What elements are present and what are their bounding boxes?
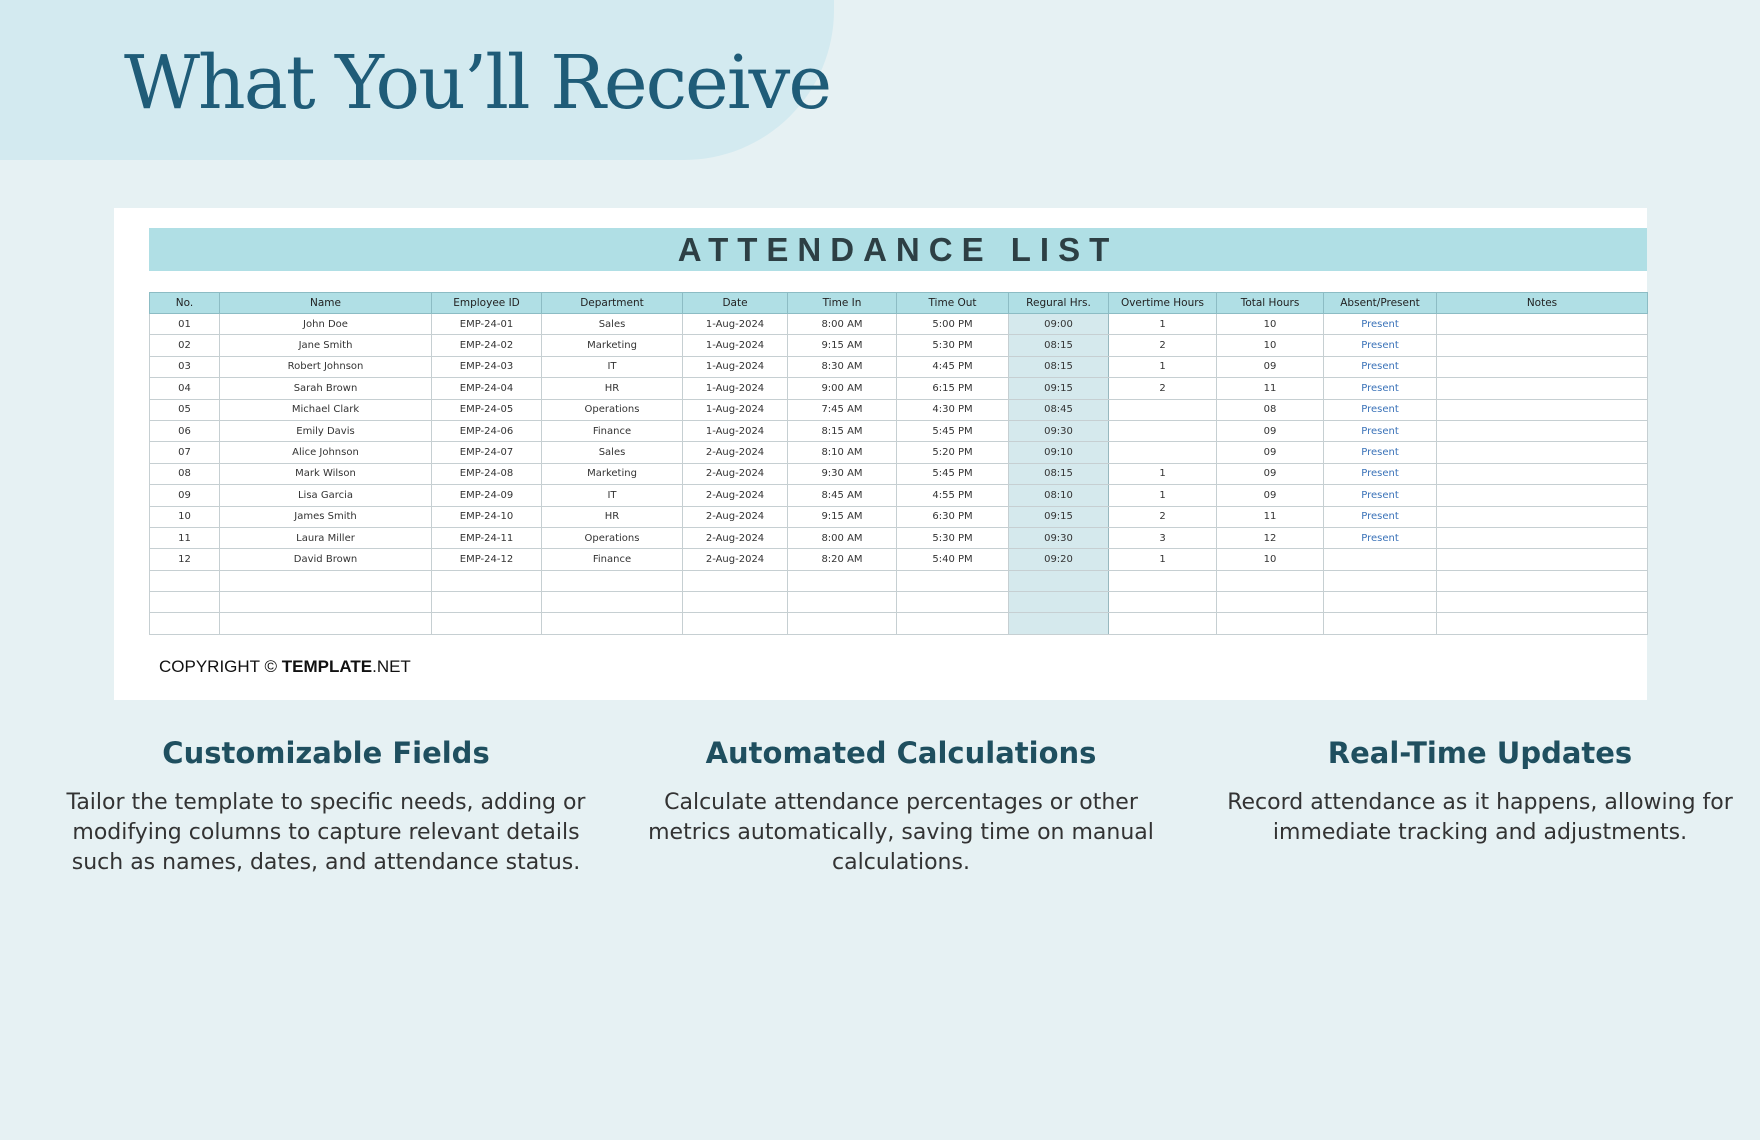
time-out-cell: 4:55 PM	[897, 485, 1009, 506]
department-cell: Sales	[542, 314, 683, 335]
time-out-cell: 5:00 PM	[897, 314, 1009, 335]
overtime-hours-cell	[1109, 420, 1217, 441]
time-out-cell: 4:30 PM	[897, 399, 1009, 420]
regular-hours-cell: 09:15	[1009, 506, 1109, 527]
name-cell: Jane Smith	[220, 335, 432, 356]
name-cell: Emily Davis	[220, 420, 432, 441]
notes-cell	[1437, 335, 1648, 356]
table-row	[150, 570, 1648, 591]
employee-id-cell	[432, 570, 542, 591]
regular-hours-cell: 09:30	[1009, 527, 1109, 548]
name-cell: Robert Johnson	[220, 356, 432, 377]
overtime-hours-cell	[1109, 399, 1217, 420]
no-cell: 04	[150, 378, 220, 399]
employee-id-cell: EMP-24-05	[432, 399, 542, 420]
overtime-hours-cell: 2	[1109, 506, 1217, 527]
name-cell: Michael Clark	[220, 399, 432, 420]
no-cell: 03	[150, 356, 220, 377]
date-cell: 2-Aug-2024	[683, 506, 788, 527]
employee-id-cell: EMP-24-08	[432, 463, 542, 484]
overtime-hours-cell: 1	[1109, 485, 1217, 506]
table-row	[150, 378, 1648, 399]
date-cell: 2-Aug-2024	[683, 463, 788, 484]
feature-automated-calculations	[621, 736, 1181, 878]
notes-cell	[1437, 420, 1648, 441]
table-row	[150, 527, 1648, 548]
page-title: What You’ll Receive	[124, 40, 831, 126]
no-cell: 05	[150, 399, 220, 420]
table-row	[150, 613, 1648, 634]
column-header: Employee ID	[432, 293, 542, 314]
feature-description: Tailor the template to specific needs, adding or modifying columns to capture relevant details such as names, dates, and attendance status.	[66, 790, 586, 875]
date-cell: 2-Aug-2024	[683, 485, 788, 506]
copyright-suffix: .NET	[372, 657, 411, 676]
column-header: Notes	[1437, 293, 1648, 314]
notes-cell	[1437, 314, 1648, 335]
table-row	[150, 335, 1648, 356]
column-header: Time In	[788, 293, 897, 314]
notes-cell	[1437, 463, 1648, 484]
column-header: Department	[542, 293, 683, 314]
total-hours-cell: 09	[1217, 442, 1324, 463]
employee-id-cell: EMP-24-04	[432, 378, 542, 399]
regular-hours-cell	[1009, 613, 1109, 634]
name-cell: Mark Wilson	[220, 463, 432, 484]
overtime-hours-cell	[1109, 613, 1217, 634]
no-cell: 11	[150, 527, 220, 548]
table-row	[150, 399, 1648, 420]
regular-hours-cell: 08:15	[1009, 356, 1109, 377]
attendance-status-cell	[1324, 592, 1437, 613]
total-hours-cell: 11	[1217, 378, 1324, 399]
feature-title: Real-Time Updates	[1327, 736, 1633, 770]
time-out-cell: 5:40 PM	[897, 549, 1009, 570]
no-cell: 02	[150, 335, 220, 356]
employee-id-cell: EMP-24-09	[432, 485, 542, 506]
no-cell	[150, 592, 220, 613]
total-hours-cell: 09	[1217, 356, 1324, 377]
attendance-status-cell: Present	[1324, 356, 1437, 377]
regular-hours-cell: 08:10	[1009, 485, 1109, 506]
no-cell: 09	[150, 485, 220, 506]
attendance-sheet-preview	[114, 208, 1647, 700]
total-hours-cell	[1217, 592, 1324, 613]
department-cell: IT	[542, 356, 683, 377]
employee-id-cell: EMP-24-10	[432, 506, 542, 527]
attendance-status-cell: Present	[1324, 485, 1437, 506]
time-in-cell	[788, 592, 897, 613]
sheet-banner	[149, 228, 1647, 271]
table-row	[150, 314, 1648, 335]
date-cell: 1-Aug-2024	[683, 335, 788, 356]
time-out-cell	[897, 570, 1009, 591]
department-cell: Sales	[542, 442, 683, 463]
overtime-hours-cell: 2	[1109, 335, 1217, 356]
time-out-cell: 5:30 PM	[897, 527, 1009, 548]
no-cell: 07	[150, 442, 220, 463]
overtime-hours-cell	[1109, 570, 1217, 591]
column-header: Total Hours	[1217, 293, 1324, 314]
attendance-status-cell: Present	[1324, 463, 1437, 484]
department-cell: HR	[542, 506, 683, 527]
time-out-cell: 4:45 PM	[897, 356, 1009, 377]
total-hours-cell: 09	[1217, 485, 1324, 506]
notes-cell	[1437, 485, 1648, 506]
date-cell: 1-Aug-2024	[683, 399, 788, 420]
attendance-status-cell	[1324, 570, 1437, 591]
notes-cell	[1437, 592, 1648, 613]
time-out-cell: 5:45 PM	[897, 420, 1009, 441]
time-out-cell: 5:20 PM	[897, 442, 1009, 463]
date-cell: 1-Aug-2024	[683, 314, 788, 335]
department-cell: Operations	[542, 527, 683, 548]
time-in-cell: 8:00 AM	[788, 527, 897, 548]
name-cell	[220, 613, 432, 634]
table-row	[150, 592, 1648, 613]
time-in-cell: 9:30 AM	[788, 463, 897, 484]
notes-cell	[1437, 549, 1648, 570]
regular-hours-cell: 09:15	[1009, 378, 1109, 399]
feature-title: Customizable Fields	[162, 736, 490, 770]
date-cell	[683, 592, 788, 613]
department-cell: Operations	[542, 399, 683, 420]
table-row	[150, 442, 1648, 463]
column-header: Name	[220, 293, 432, 314]
name-cell: Sarah Brown	[220, 378, 432, 399]
total-hours-cell: 09	[1217, 463, 1324, 484]
column-header: Absent/Present	[1324, 293, 1437, 314]
date-cell: 1-Aug-2024	[683, 356, 788, 377]
department-cell: Finance	[542, 420, 683, 441]
copyright-brand: TEMPLATE	[281, 657, 373, 676]
overtime-hours-cell: 2	[1109, 378, 1217, 399]
attendance-status-cell: Present	[1324, 506, 1437, 527]
time-out-cell: 6:15 PM	[897, 378, 1009, 399]
copyright-notice	[159, 657, 411, 677]
no-cell: 06	[150, 420, 220, 441]
attendance-status-cell: Present	[1324, 527, 1437, 548]
date-cell: 2-Aug-2024	[683, 527, 788, 548]
time-out-cell	[897, 592, 1009, 613]
total-hours-cell: 11	[1217, 506, 1324, 527]
regular-hours-cell: 09:30	[1009, 420, 1109, 441]
time-in-cell: 8:20 AM	[788, 549, 897, 570]
total-hours-cell: 10	[1217, 335, 1324, 356]
employee-id-cell	[432, 592, 542, 613]
time-in-cell: 8:00 AM	[788, 314, 897, 335]
feature-description: Record attendance as it happens, allowing for immediate tracking and adjustments.	[1227, 790, 1733, 845]
notes-cell	[1437, 527, 1648, 548]
time-in-cell: 9:15 AM	[788, 335, 897, 356]
time-out-cell: 5:45 PM	[897, 463, 1009, 484]
department-cell: Finance	[542, 549, 683, 570]
department-cell	[542, 570, 683, 591]
department-cell: Marketing	[542, 335, 683, 356]
overtime-hours-cell	[1109, 592, 1217, 613]
regular-hours-cell: 08:15	[1009, 335, 1109, 356]
employee-id-cell: EMP-24-12	[432, 549, 542, 570]
no-cell: 10	[150, 506, 220, 527]
table-body	[150, 314, 1648, 635]
total-hours-cell: 10	[1217, 314, 1324, 335]
department-cell	[542, 592, 683, 613]
feature-description: Calculate attendance percentages or other metrics automatically, saving time on manual calculations.	[648, 790, 1154, 875]
employee-id-cell: EMP-24-07	[432, 442, 542, 463]
date-cell	[683, 570, 788, 591]
notes-cell	[1437, 613, 1648, 634]
table-row	[150, 506, 1648, 527]
date-cell: 1-Aug-2024	[683, 378, 788, 399]
total-hours-cell: 09	[1217, 420, 1324, 441]
regular-hours-cell: 08:15	[1009, 463, 1109, 484]
time-in-cell: 7:45 AM	[788, 399, 897, 420]
regular-hours-cell: 09:00	[1009, 314, 1109, 335]
attendance-status-cell: Present	[1324, 442, 1437, 463]
notes-cell	[1437, 570, 1648, 591]
overtime-hours-cell: 1	[1109, 314, 1217, 335]
time-in-cell: 9:15 AM	[788, 506, 897, 527]
time-out-cell: 5:30 PM	[897, 335, 1009, 356]
time-in-cell: 8:10 AM	[788, 442, 897, 463]
no-cell: 12	[150, 549, 220, 570]
overtime-hours-cell: 1	[1109, 356, 1217, 377]
date-cell	[683, 613, 788, 634]
employee-id-cell: EMP-24-03	[432, 356, 542, 377]
employee-id-cell: EMP-24-01	[432, 314, 542, 335]
regular-hours-cell: 09:10	[1009, 442, 1109, 463]
employee-id-cell	[432, 613, 542, 634]
feature-real-time-updates	[1200, 736, 1760, 848]
attendance-status-cell: Present	[1324, 314, 1437, 335]
attendance-status-cell: Present	[1324, 399, 1437, 420]
notes-cell	[1437, 378, 1648, 399]
column-header: Time Out	[897, 293, 1009, 314]
regular-hours-cell: 08:45	[1009, 399, 1109, 420]
attendance-table	[149, 292, 1648, 635]
overtime-hours-cell	[1109, 442, 1217, 463]
notes-cell	[1437, 399, 1648, 420]
overtime-hours-cell: 3	[1109, 527, 1217, 548]
date-cell: 2-Aug-2024	[683, 442, 788, 463]
attendance-status-cell	[1324, 613, 1437, 634]
department-cell: Marketing	[542, 463, 683, 484]
column-header: Date	[683, 293, 788, 314]
department-cell	[542, 613, 683, 634]
table-row	[150, 549, 1648, 570]
time-in-cell	[788, 570, 897, 591]
total-hours-cell: 10	[1217, 549, 1324, 570]
no-cell: 01	[150, 314, 220, 335]
table-header-row	[150, 293, 1648, 314]
overtime-hours-cell: 1	[1109, 463, 1217, 484]
name-cell: David Brown	[220, 549, 432, 570]
sheet-title: ATTENDANCE LIST	[677, 230, 1119, 268]
attendance-status-cell: Present	[1324, 335, 1437, 356]
table-row	[150, 420, 1648, 441]
department-cell: HR	[542, 378, 683, 399]
notes-cell	[1437, 442, 1648, 463]
column-header: No.	[150, 293, 220, 314]
attendance-status-cell: Present	[1324, 378, 1437, 399]
date-cell: 2-Aug-2024	[683, 549, 788, 570]
total-hours-cell: 08	[1217, 399, 1324, 420]
name-cell: Laura Miller	[220, 527, 432, 548]
table-row	[150, 485, 1648, 506]
time-in-cell: 8:15 AM	[788, 420, 897, 441]
table-row	[150, 356, 1648, 377]
feature-customizable-fields	[46, 736, 606, 878]
employee-id-cell: EMP-24-11	[432, 527, 542, 548]
notes-cell	[1437, 356, 1648, 377]
name-cell: Lisa Garcia	[220, 485, 432, 506]
overtime-hours-cell: 1	[1109, 549, 1217, 570]
department-cell: IT	[542, 485, 683, 506]
employee-id-cell: EMP-24-06	[432, 420, 542, 441]
notes-cell	[1437, 506, 1648, 527]
time-in-cell: 8:30 AM	[788, 356, 897, 377]
employee-id-cell: EMP-24-02	[432, 335, 542, 356]
no-cell: 08	[150, 463, 220, 484]
name-cell: Alice Johnson	[220, 442, 432, 463]
no-cell	[150, 570, 220, 591]
time-in-cell	[788, 613, 897, 634]
regular-hours-cell: 09:20	[1009, 549, 1109, 570]
total-hours-cell	[1217, 613, 1324, 634]
time-in-cell: 9:00 AM	[788, 378, 897, 399]
feature-title: Automated Calculations	[705, 736, 1097, 770]
time-out-cell	[897, 613, 1009, 634]
no-cell	[150, 613, 220, 634]
table-row	[150, 463, 1648, 484]
name-cell	[220, 592, 432, 613]
time-in-cell: 8:45 AM	[788, 485, 897, 506]
total-hours-cell: 12	[1217, 527, 1324, 548]
regular-hours-cell	[1009, 570, 1109, 591]
name-cell	[220, 570, 432, 591]
regular-hours-cell	[1009, 592, 1109, 613]
time-out-cell: 6:30 PM	[897, 506, 1009, 527]
attendance-status-cell: Present	[1324, 420, 1437, 441]
name-cell: John Doe	[220, 314, 432, 335]
date-cell: 1-Aug-2024	[683, 420, 788, 441]
attendance-status-cell	[1324, 549, 1437, 570]
total-hours-cell	[1217, 570, 1324, 591]
column-header: Regural Hrs.	[1009, 293, 1109, 314]
copyright-prefix: COPYRIGHT ©	[159, 657, 282, 676]
column-header: Overtime Hours	[1109, 293, 1217, 314]
name-cell: James Smith	[220, 506, 432, 527]
